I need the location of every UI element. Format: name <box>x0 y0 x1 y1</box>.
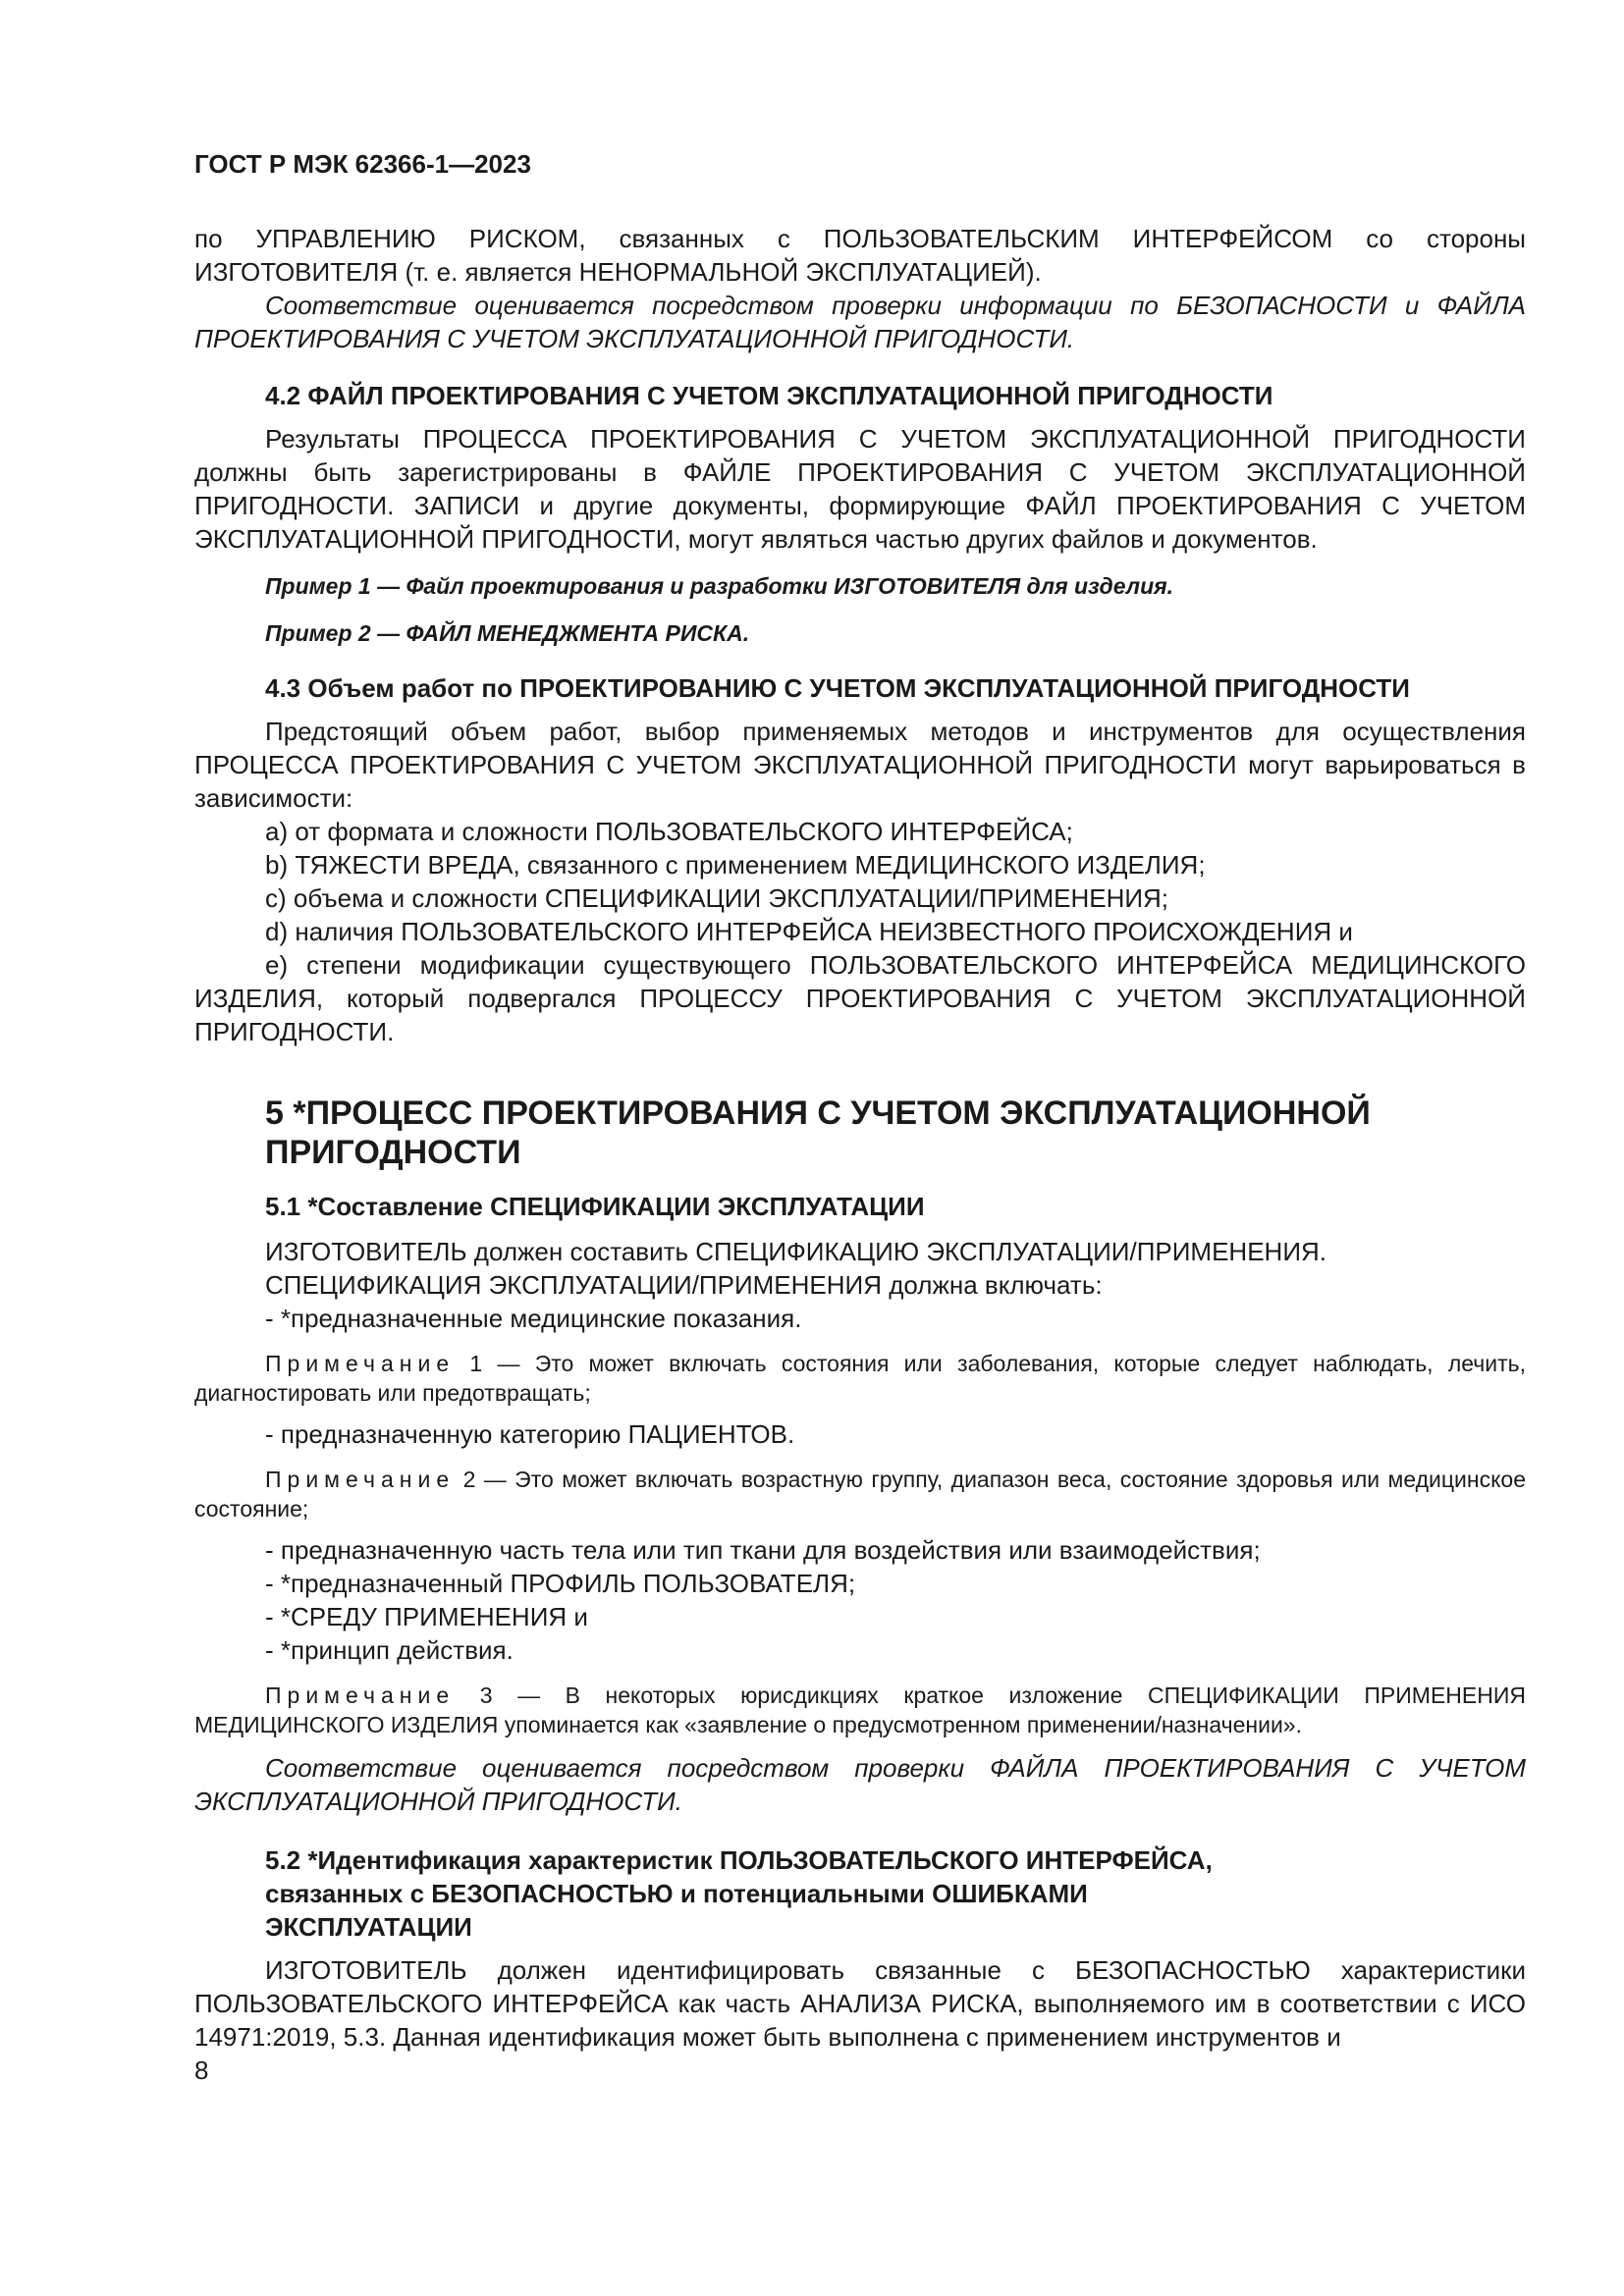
note-text: 3 — В некоторых юрисдикциях краткое изложение СПЕЦИФИКАЦИИ ПРИМЕНЕНИЯ МЕДИЦИНСКОГО ИЗДЕЛИЯ упоминается как «заявление о предусмотренном применении/назначении». <box>194 1682 1526 1737</box>
dash-item: - *предназначенный ПРОФИЛЬ ПОЛЬЗОВАТЕЛЯ; <box>265 1569 856 1598</box>
dash-item: - *предназначенные медицинские показания. <box>265 1304 802 1333</box>
page-number: 8 <box>194 2056 209 2085</box>
note-3 <box>194 1681 1526 1739</box>
section-heading-5-1: 5.1 *Составление СПЕЦИФИКАЦИИ ЭКСПЛУАТАЦИИ <box>265 1192 925 1221</box>
compliance-note-1: Соответствие оценивается посредством проверки информации по БЕЗОПАСНОСТИ и ФАЙЛА ПРОЕКТИРОВАНИЯ С УЧЕТОМ ЭКСПЛУАТАЦИОННОЙ ПРИГОДНОСТИ. <box>194 291 1526 353</box>
note-label: Примечание <box>265 1682 456 1708</box>
note-2 <box>194 1465 1526 1523</box>
note-label: Примечание <box>265 1467 456 1492</box>
list-item: d) наличия ПОЛЬЗОВАТЕЛЬСКОГО ИНТЕРФЕЙСА НЕИЗВЕСТНОГО ПРОИСХОЖДЕНИЯ и <box>265 917 1353 946</box>
note-text: 2 — Это может включать возрастную группу, диапазон веса, состояние здоровья или медицинское состояние; <box>194 1467 1526 1522</box>
list-item: b) ТЯЖЕСТИ ВРЕДА, связанного с применением МЕДИЦИНСКОГО ИЗДЕЛИЯ; <box>265 850 1206 880</box>
list-item: a) от формата и сложности ПОЛЬЗОВАТЕЛЬСКОГО ИНТЕРФЕЙСА; <box>265 817 1073 846</box>
dash-item: - предназначенную категорию ПАЦИЕНТОВ. <box>265 1419 795 1449</box>
paragraph-5-1b: СПЕЦИФИКАЦИЯ ЭКСПЛУАТАЦИИ/ПРИМЕНЕНИЯ должна включать: <box>265 1270 1103 1300</box>
section-heading-5-2: 5.2 *Идентификация характеристик ПОЛЬЗОВАТЕЛЬСКОГО ИНТЕРФЕЙСА, связанных с БЕЗОПАСНОСТЬЮ и потенциальными ОШИБКАМИ ЭКСПЛУАТАЦИИ <box>265 1845 1213 1942</box>
list-item: e) степени модификации существующего ПОЛЬЗОВАТЕЛЬСКОГО ИНТЕРФЕЙСА МЕДИЦИНСКОГО ИЗДЕЛИЯ, который подвергался ПРОЦЕССУ ПРОЕКТИРОВАНИЯ С УЧЕТОМ ЭКСПЛУАТАЦИОННОЙ ПРИГОДНОСТИ. <box>194 950 1526 1046</box>
section-heading-4-2: 4.2 ФАЙЛ ПРОЕКТИРОВАНИЯ С УЧЕТОМ ЭКСПЛУАТАЦИОННОЙ ПРИГОДНОСТИ <box>265 381 1273 410</box>
note-1 <box>194 1349 1526 1408</box>
section-heading-5: 5 *ПРОЦЕСС ПРОЕКТИРОВАНИЯ С УЧЕТОМ ЭКСПЛУАТАЦИОННОЙ ПРИГОДНОСТИ <box>265 1095 1371 1171</box>
note-label: Примечание <box>265 1351 456 1376</box>
section-heading-4-3: 4.3 Объем работ по ПРОЕКТИРОВАНИЮ С УЧЕТОМ ЭКСПЛУАТАЦИОННОЙ ПРИГОДНОСТИ <box>265 673 1410 703</box>
document-body <box>194 222 1526 2054</box>
document-header: ГОСТ Р МЭК 62366-1—2023 <box>194 149 531 179</box>
note-text: 1 — Это может включать состояния или заболевания, которые следует наблюдать, лечить, диагностировать или предотвращать; <box>194 1351 1527 1406</box>
compliance-note-2: Соответствие оценивается посредством проверки ФАЙЛА ПРОЕКТИРОВАНИЯ С УЧЕТОМ ЭКСПЛУАТАЦИОННОЙ ПРИГОДНОСТИ. <box>194 1753 1526 1816</box>
example-1: Пример 1 — Файл проектирования и разработки ИЗГОТОВИТЕЛЯ для изделия. <box>265 573 1174 599</box>
paragraph-4-3: Предстоящий объем работ, выбор применяемых методов и инструментов для осуществления ПРОЦЕССА ПРОЕКТИРОВАНИЯ С УЧЕТОМ ЭКСПЛУАТАЦИОННОЙ ПРИГОДНОСТИ могут варьироваться в зависимости: <box>194 717 1526 813</box>
example-2: Пример 2 — ФАЙЛ МЕНЕДЖМЕНТА РИСКА. <box>265 620 750 646</box>
dash-item: - *принцип действия. <box>265 1635 514 1665</box>
paragraph-4-2: Результаты ПРОЦЕССА ПРОЕКТИРОВАНИЯ С УЧЕТОМ ЭКСПЛУАТАЦИОННОЙ ПРИГОДНОСТИ должны быть зарегистрированы в ФАЙЛЕ ПРОЕКТИРОВАНИЯ С УЧЕТОМ ЭКСПЛУАТАЦИОННОЙ ПРИГОДНОСТИ. ЗАПИСИ и другие документы, формирующие ФАЙЛ ПРОЕКТИРОВАНИЯ С УЧЕТОМ ЭКСПЛУАТАЦИОННОЙ ПРИГОДНОСТИ, могут являться частью других файлов и документов. <box>194 424 1526 554</box>
dash-item: - *СРЕДУ ПРИМЕНЕНИЯ и <box>265 1602 588 1631</box>
paragraph-continuation: по УПРАВЛЕНИЮ РИСКОМ, связанных с ПОЛЬЗОВАТЕЛЬСКИМ ИНТЕРФЕЙСОМ со стороны ИЗГОТОВИТЕЛЯ (т. е. является НЕНОРМАЛЬНОЙ ЭКСПЛУАТАЦИЕЙ). <box>194 224 1526 287</box>
list-item: c) объема и сложности СПЕЦИФИКАЦИИ ЭКСПЛУАТАЦИИ/ПРИМЕНЕНИЯ; <box>265 883 1169 913</box>
dash-item: - предназначенную часть тела или тип ткани для воздействия или взаимодействия; <box>265 1535 1261 1565</box>
paragraph-5-1a: ИЗГОТОВИТЕЛЬ должен составить СПЕЦИФИКАЦИЮ ЭКСПЛУАТАЦИИ/ПРИМЕНЕНИЯ. <box>265 1237 1327 1266</box>
paragraph-5-2: ИЗГОТОВИТЕЛЬ должен идентифицировать связанные с БЕЗОПАСНОСТЬЮ характеристики ПОЛЬЗОВАТЕЛЬСКОГО ИНТЕРФЕЙСА как часть АНАЛИЗА РИСКА, выполняемого им в соответствии с ИСО 14971:2019, 5.3. Данная идентификация может быть выполнена с применением инструментов и <box>194 1955 1526 2052</box>
